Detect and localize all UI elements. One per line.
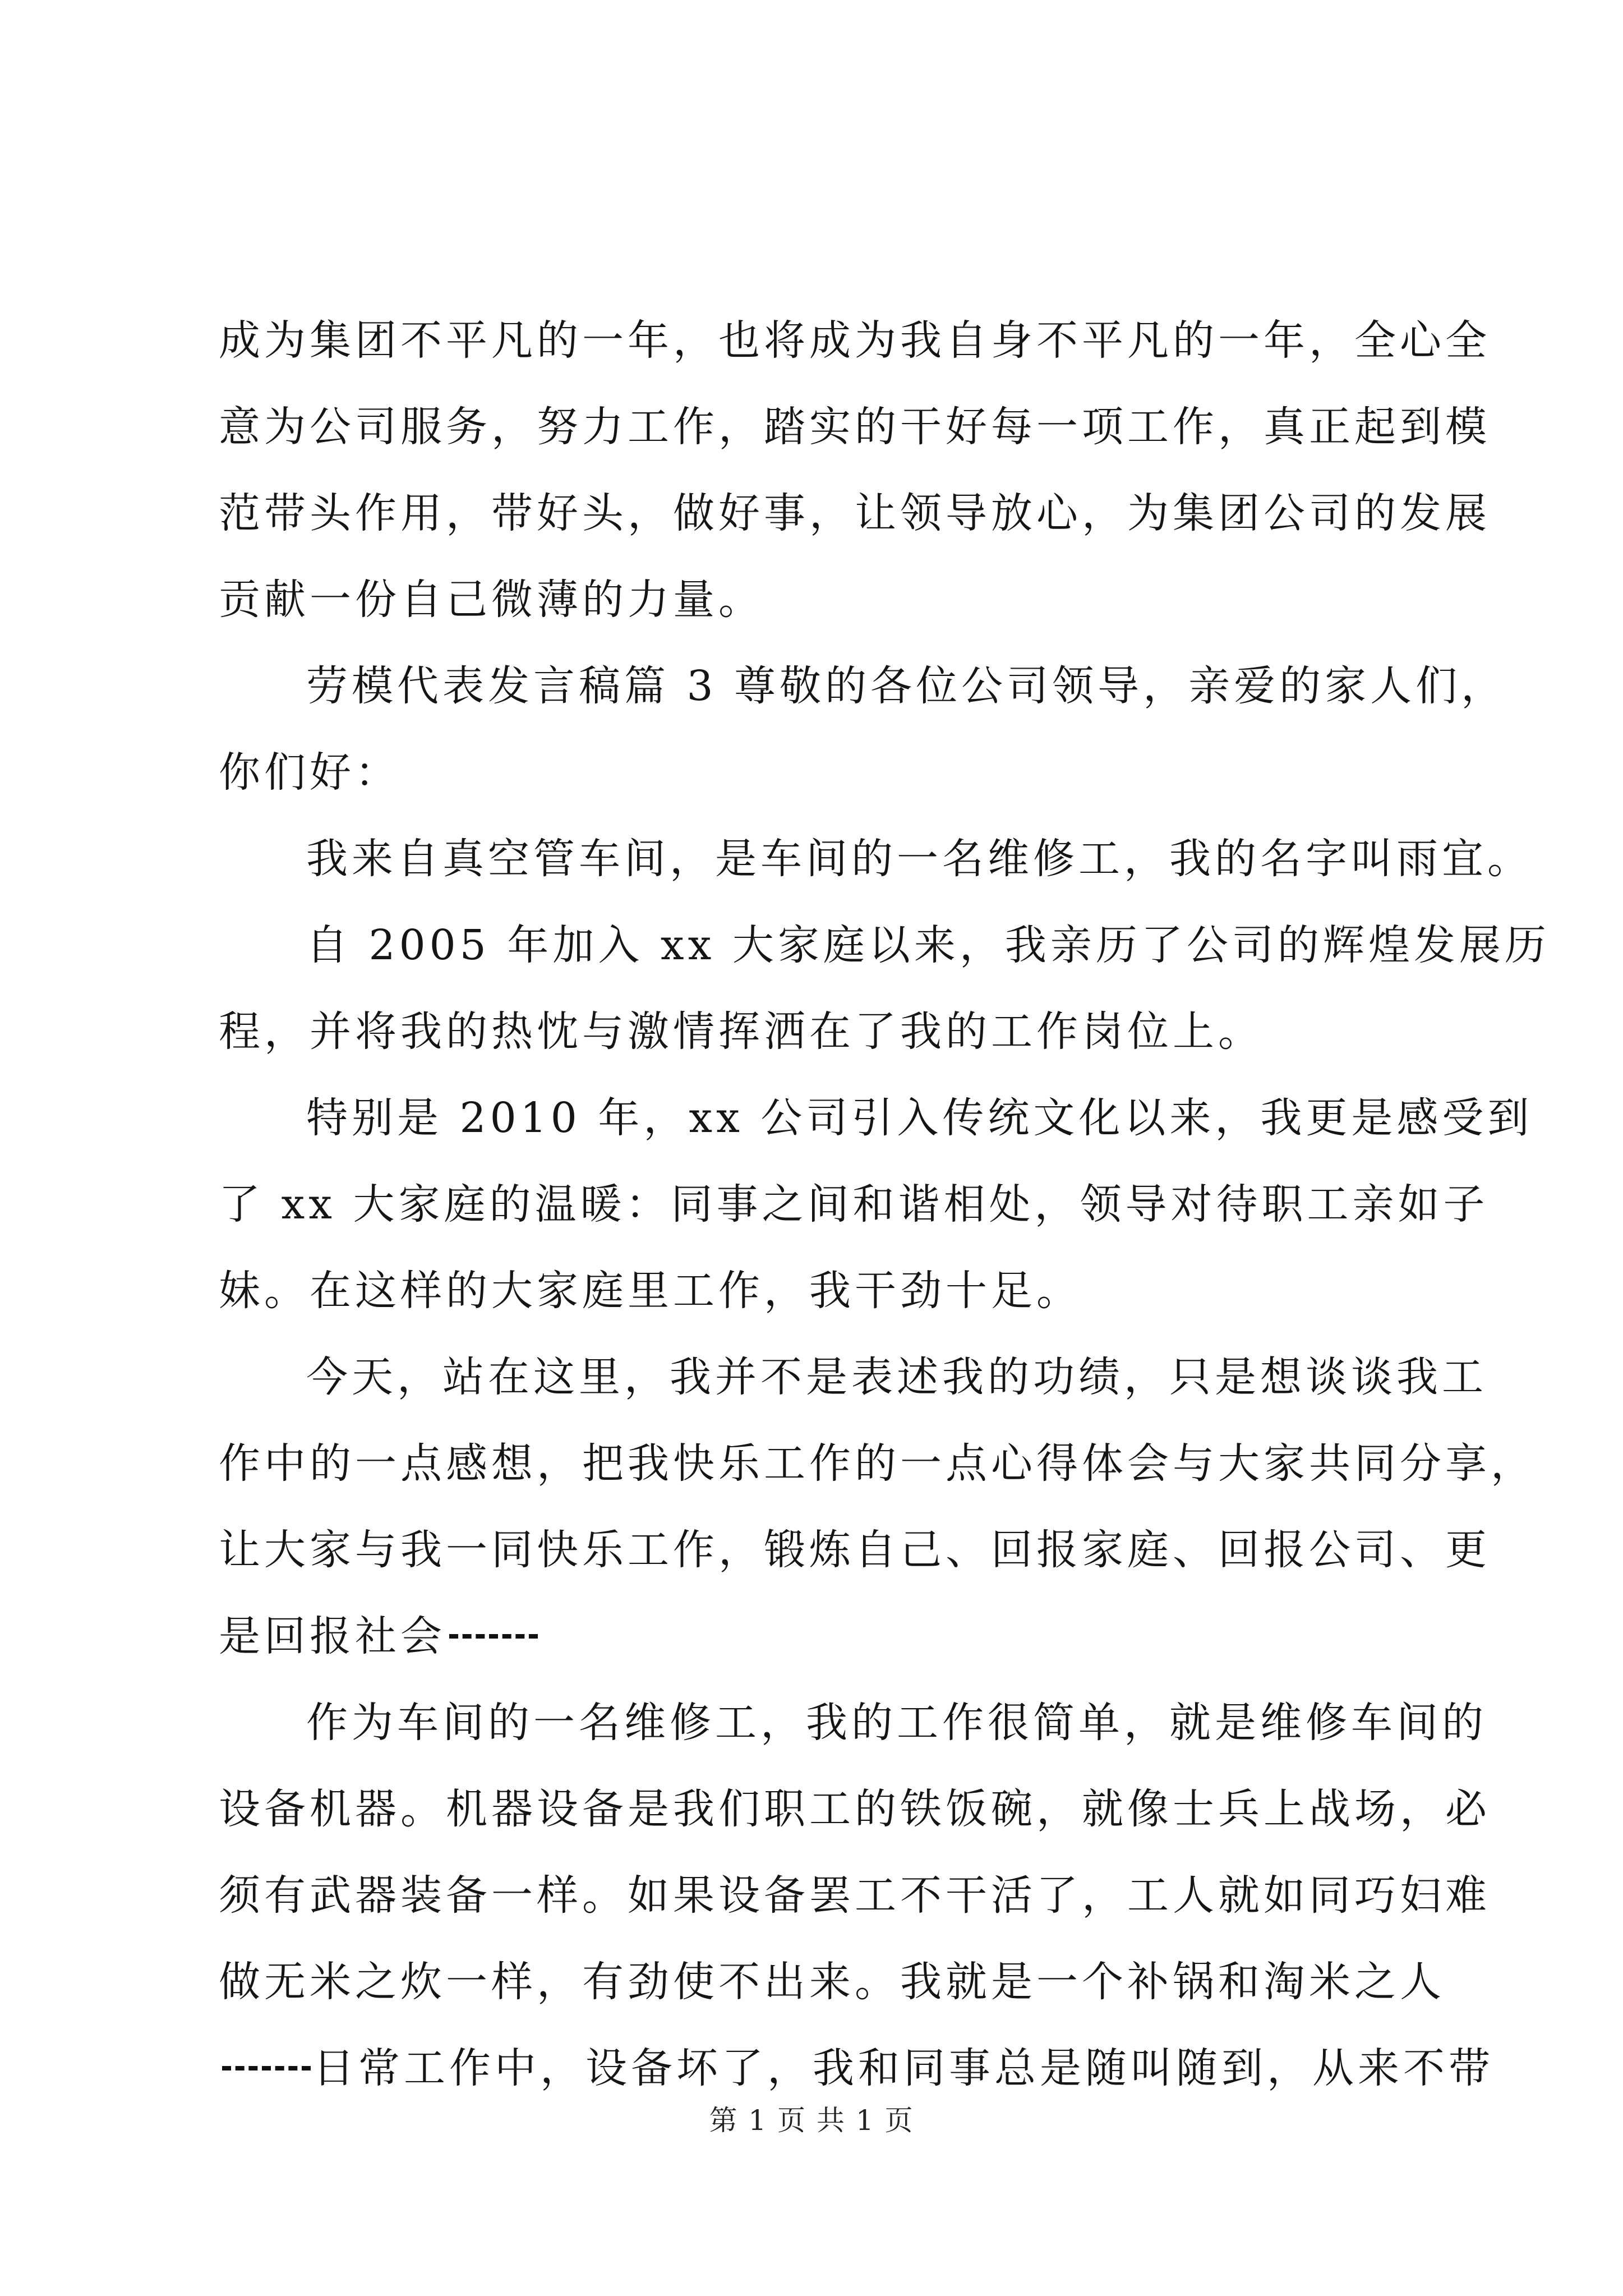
text-line <box>219 556 1424 643</box>
text-line-content: 贡献一份自己微薄的力量。 <box>219 576 764 624</box>
text-line <box>219 1248 1424 1334</box>
text-line <box>219 816 1533 902</box>
text-line-content: 让大家与我一同快乐工作，锻炼自己、回报家庭、回报公司、更 <box>219 1526 1491 1574</box>
text-line-content: 你们好： <box>219 748 400 797</box>
text-line-content: 是回报社会 <box>219 1612 446 1660</box>
text-line <box>219 1766 1491 1852</box>
text-line-content: 程，并将我的热忱与激情挥洒在了我的工作岗位上。 <box>219 1007 1264 1056</box>
text-line <box>219 902 1550 988</box>
text-line-content: 作为车间的一名维修工，我的工作很简单，就是维修车间的 <box>306 1699 1487 1747</box>
text-line <box>219 384 1491 470</box>
text-line-content: 作中的一点感想，把我快乐工作的一点心得体会与大家共同分享， <box>219 1439 1536 1488</box>
dash-mark <box>222 2066 311 2070</box>
text-line <box>219 1939 1445 2025</box>
text-line <box>219 1420 1536 1507</box>
text-line-content: 今天，站在这里，我并不是表述我的功绩，只是想谈谈我工 <box>306 1353 1487 1401</box>
text-line <box>219 1334 1487 1420</box>
page-footer <box>0 2101 1623 2140</box>
text-line-content: 成为集团不平凡的一年，也将成为我自身不平凡的一年，全心全 <box>219 316 1491 365</box>
text-line <box>219 1161 1489 1248</box>
text-line-content: 日常工作中，设备坏了，我和同事总是随叫随到，从来不带 <box>313 2044 1494 2092</box>
text-line-content: 设备机器。机器设备是我们职工的铁饭碗，就像士兵上战场，必 <box>219 1785 1491 1833</box>
text-line <box>219 988 1424 1075</box>
text-line <box>219 729 1424 816</box>
text-line-content: 我来自真空管车间，是车间的一名维修工，我的名字叫雨宜。 <box>306 835 1533 883</box>
text-line <box>219 1680 1487 1766</box>
text-line <box>219 297 1491 384</box>
text-line-content: 自 2005 年加入 xx 大家庭以来，我亲历了公司的辉煌发展历 <box>306 921 1550 969</box>
text-line-content: 特别是 2010 年，xx 公司引入传统文化以来，我更是感受到 <box>306 1094 1533 1142</box>
text-line-content: 了 xx 大家庭的温暖：同事之间和谐相处，领导对待职工亲如子 <box>219 1180 1489 1228</box>
dash-mark <box>449 1634 538 1639</box>
text-line-content: 妹。在这样的大家庭里工作，我干劲十足。 <box>219 1267 1082 1315</box>
text-line <box>219 1593 1424 1680</box>
text-line <box>219 470 1491 556</box>
text-line <box>219 1075 1533 1161</box>
text-line <box>219 2025 1494 2111</box>
text-line-content: 须有武器装备一样。如果设备罢工不干活了，工人就如同巧妇难 <box>219 1871 1491 1920</box>
text-line-content: 劳模代表发言稿篇 3 尊敬的各位公司领导，亲爱的家人们， <box>306 662 1507 710</box>
page-number: 第 1 页 共 1 页 <box>709 2104 914 2137</box>
text-line <box>219 1852 1491 1939</box>
text-line <box>219 643 1507 729</box>
text-line-content: 范带头作用，带好头，做好事，让领导放心，为集团公司的发展 <box>219 489 1491 537</box>
text-line-content: 意为公司服务，努力工作，踏实的干好每一项工作，真正起到模 <box>219 403 1491 451</box>
text-line-content: 做无米之炊一样，有劲使不出来。我就是一个补锅和淘米之人 <box>219 1958 1445 2006</box>
text-line <box>219 1507 1491 1593</box>
document-body <box>219 297 1550 2111</box>
